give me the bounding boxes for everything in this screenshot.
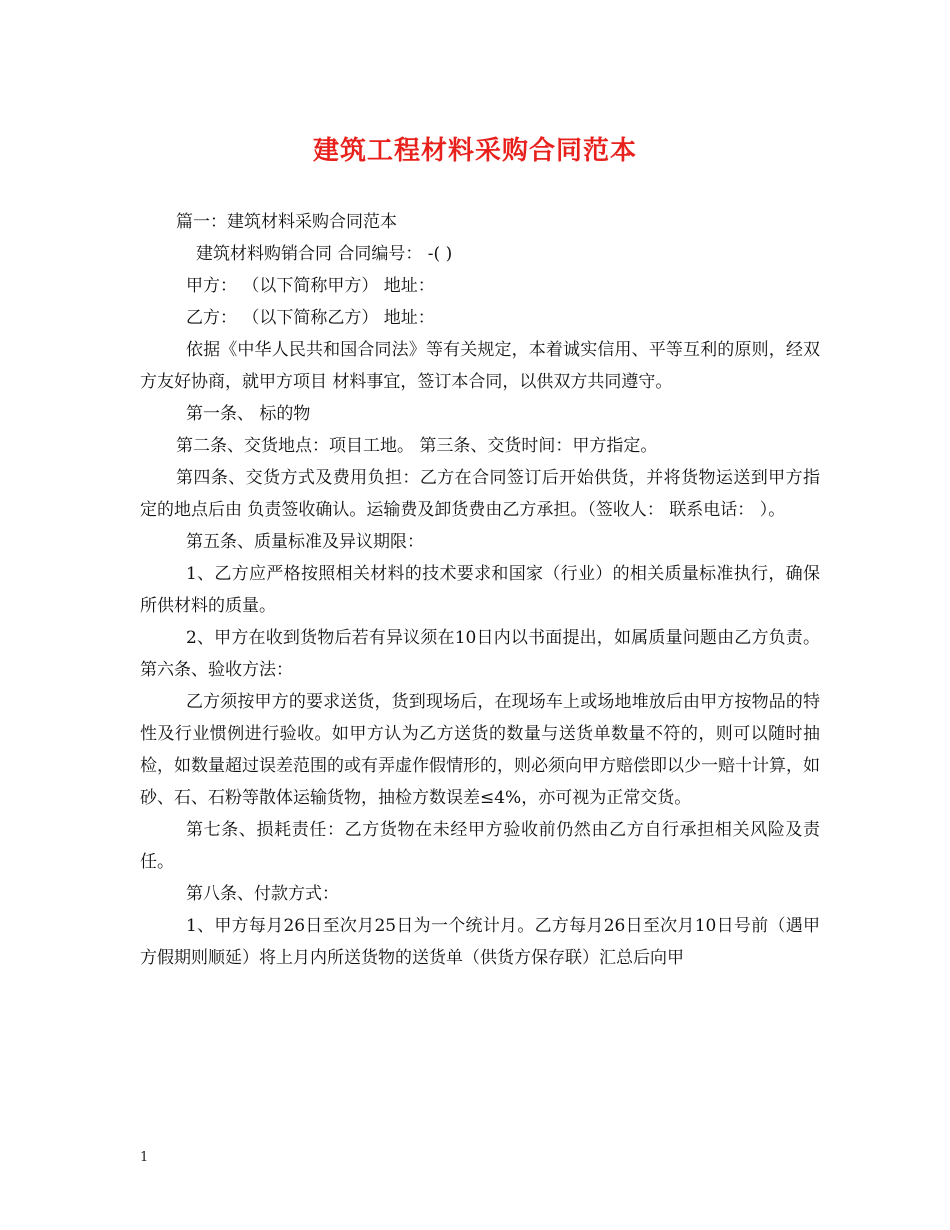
document-title: 建筑工程材料采购合同范本 (312, 136, 637, 166)
page-number: 1 (140, 1150, 149, 1165)
paragraph-party-a: 甲方： （以下简称甲方） 地址： (186, 276, 435, 296)
paragraph-contract-name: 建筑材料购销合同 合同编号： -( ) (196, 244, 453, 264)
paragraph-preamble: 依据《中华人民共和国合同法》等有关规定，本着诚实信用、平等互利的原则，经双方友好协商，就甲方项目 材料事宜，签订本合同，以供双方共同遵守。 (140, 340, 820, 392)
paragraph-article-5: 第五条、质量标准及异议期限： (186, 532, 424, 552)
paragraph-article-1: 第一条、 标的物 (186, 404, 311, 424)
paragraph-article-8-item-1: 1、甲方每月26日至次月25日为一个统计月。乙方每月26日至次月10日号前（遇甲方假期则顺延）将上月内所送货物的送货单（供货方保存联）汇总后向甲 (140, 916, 820, 968)
paragraph-article-7: 第七条、损耗责任：乙方货物在未经甲方验收前仍然由乙方自行承担相关风险及责任。 (140, 820, 820, 872)
paragraph-section-heading: 篇一：建筑材料采购合同范本 (176, 212, 397, 232)
paragraph-article-5-item-1: 1、乙方应严格按照相关材料的技术要求和国家（行业）的相关质量标准执行，确保所供材料的质量。 (140, 564, 820, 616)
paragraph-party-b: 乙方： （以下简称乙方） 地址： (186, 308, 435, 328)
paragraph-article-6-body: 乙方须按甲方的要求送货，货到现场后，在现场车上或场地堆放后由甲方按物品的特性及行业惯例进行验收。如甲方认为乙方送货的数量与送货单数量不符的，则可以随时抽检，如数量超过误差范围的或有弄虚作假情形的，则必须向甲方赔偿即以少一赔十计算，如砂、石、石粉等散体运输货物，抽检方数误差≤4%，亦可视为正常交货。 (140, 692, 820, 808)
paragraph-article-8: 第八条、付款方式： (186, 884, 339, 904)
document-body (140, 206, 820, 974)
paragraph-article-4: 第四条、交货方式及费用负担：乙方在合同签订后开始供货，并将货物运送到甲方指定的地点后由 负责签收确认。运输费及卸货费由乙方承担。（签收人： 联系电话： ）。 (140, 468, 820, 520)
paragraph-article-5-item-2: 2、甲方在收到货物后若有异议须在10日内以书面提出，如属质量问题由乙方负责。 第六条、验收方法： (140, 628, 820, 680)
paragraph-article-2-3: 第二条、交货地点：项目工地。 第三条、交货时间：甲方指定。 (176, 436, 658, 456)
